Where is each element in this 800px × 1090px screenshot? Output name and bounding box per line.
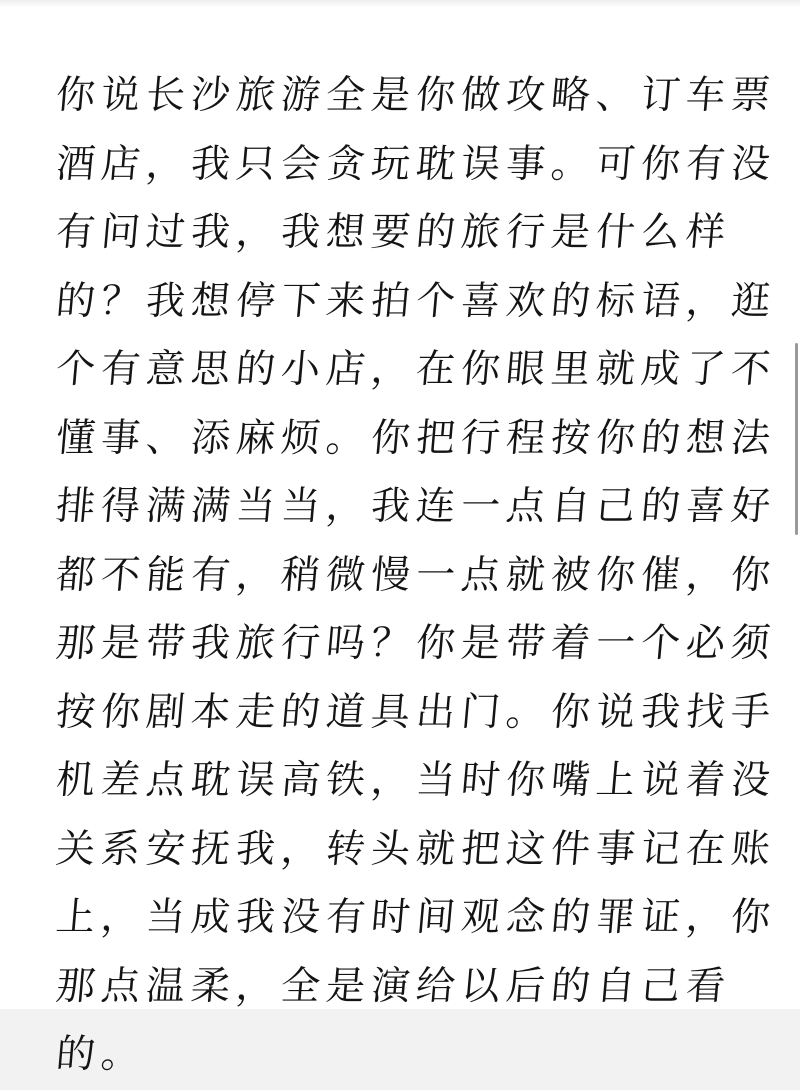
- text-line: 排得满满当当，我连一点自己的喜好: [54, 484, 779, 529]
- text-line: 有问过我，我想要的旅行是什么样: [54, 210, 734, 255]
- text-line: 个有意思的小店，在你眼里就成了不: [54, 347, 779, 392]
- scrollbar[interactable]: [790, 0, 800, 1009]
- text-line: 的？我想停下来拍个喜欢的标语，逛: [54, 278, 779, 324]
- text-line: 机差点耽误高铁，当时你嘴上说着没: [54, 758, 779, 803]
- text-line: 都不能有，稍微慢一点就被你催，你: [54, 552, 779, 598]
- handwritten-text-block: [54, 62, 779, 1090]
- text-line: 酒店，我只会贪玩耽误事。可你有没: [54, 141, 779, 187]
- text-line: 按你剧本走的道具出门。你说我找手: [54, 689, 779, 735]
- text-line: 你说长沙旅游全是你做攻略、订车票: [54, 73, 779, 118]
- text-line: 懂事、添麻烦。你把行程按你的想法: [54, 415, 779, 461]
- text-line: 那点温柔，全是演给以后的自己看: [54, 963, 734, 1009]
- text-line: 那是带我旅行吗？你是带着一个必须: [54, 621, 779, 666]
- text-line: 的。: [54, 1032, 149, 1077]
- text-line: 关系安抚我，转头就把这件事记在账: [54, 826, 779, 872]
- text-line: 上，当成我没有时间观念的罪证，你: [54, 895, 779, 940]
- top-edge-shadow: [0, 0, 800, 8]
- scrollbar-thumb[interactable]: [795, 343, 798, 535]
